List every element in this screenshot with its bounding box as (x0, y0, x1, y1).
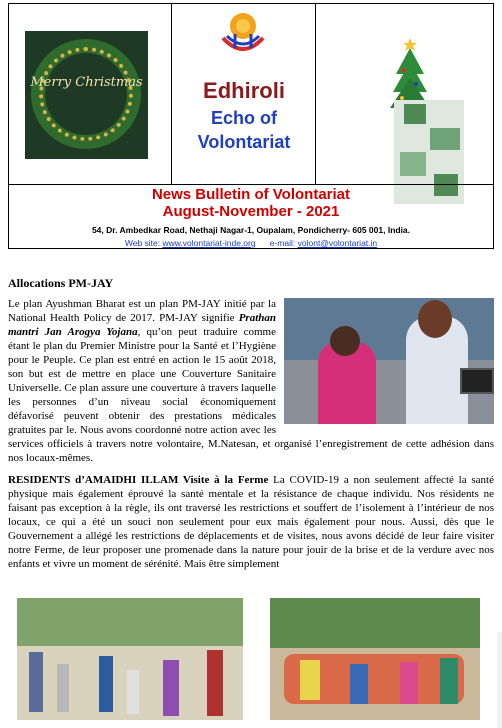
article-body (8, 297, 494, 571)
masthead-right-cell (316, 4, 493, 184)
blur-block (400, 152, 426, 176)
photo-person (300, 660, 320, 700)
blur-block (430, 128, 460, 150)
section-heading-pmjay: Allocations PM-JAY (8, 276, 114, 290)
photo-person (57, 664, 69, 712)
photo-person (29, 652, 43, 712)
photo-person (207, 650, 223, 716)
edhiroli-logo-icon (213, 12, 273, 60)
farm-visit-photo-right (270, 598, 480, 720)
pmjay-photo (284, 298, 494, 424)
address-line: 54, Dr. Ambedkar Road, Nethaji Nagar-1, Oupalam, Pondicherry- 605 001, India. (91, 225, 411, 235)
newsletter-subtitle-line2: Volontariat (197, 132, 291, 152)
bulletin-title: News Bulletin of Volontariat (151, 186, 351, 203)
email-link[interactable]: volont@volontariat.in (297, 238, 378, 248)
farm-visit-text: La COVID-19 a non seulement affecté la santé physique mais également éprouvé la santé mentale et la résistance de chaque individu. Nos résidents ne faisant pas exception à la règle, ils ont traversé les restrictions et souffert de l’isolement à l’intérieur de nos locaux, ce qui a été un souci non seulement pour eux mais également pour nous. Aussi, dès que le Gouvernement a allégé les restrictions de déplacements et de visites, nous avons décidé de leur faire visiter notre Ferme, de leur proposer une promenade dans la nature pour jouir de la brise et de la verdure avec nos enfants et vivre un moment de sérénité. Mais être simplement (8, 474, 494, 570)
photo-person (400, 662, 418, 704)
pmjay-emphasis: Prathan mantri Jan Arogya Yojana (8, 312, 276, 338)
christmas-wreath-image (25, 31, 148, 159)
wreath-lights (39, 47, 133, 141)
photo-person (163, 660, 179, 716)
photo-monitor (460, 368, 494, 394)
email-label: e-mail: (269, 238, 298, 248)
bulletin-banner (9, 184, 493, 220)
photo-trees (270, 598, 480, 648)
farm-visit-photo-left (17, 598, 243, 720)
paragraph-gap (8, 465, 494, 473)
pmjay-text-a: Le plan Ayushman Bharat est un plan PM-JAY initié par la National Health Policy de 2017. PM-JAY signifie (8, 298, 276, 324)
masthead-left-cell (9, 4, 172, 184)
newsletter-subtitle-line1: Echo of (211, 108, 277, 128)
masthead (8, 3, 494, 249)
newsletter-title: Edhiroli (203, 78, 285, 103)
photo-person (127, 670, 139, 714)
photo-trees (17, 598, 243, 646)
bulletin-period: August-November - 2021 (162, 203, 340, 220)
photo-person (99, 656, 113, 712)
photo-man-head (418, 300, 452, 338)
masthead-title-cell (172, 4, 316, 184)
blur-block (404, 104, 426, 124)
website-label: Web site: (124, 238, 163, 248)
photo-person (440, 658, 458, 704)
photo-person (350, 664, 368, 704)
contact-line (9, 238, 493, 248)
website-link[interactable]: www.volontariat-inde.org (162, 238, 256, 248)
side-scrollbar[interactable] (497, 632, 502, 728)
photo-woman-head (330, 326, 360, 356)
pmjay-text-b: , qu’on peut traduire comme étant le plan du Premier Ministre pour la Santé et l’Hygiène pour le Peuple. Ce plan est entré en action le 15 août 2018, son but est de mettre en place une Couverture Sanitaire Universelle. Ce plan assure une couverture à travers laquelle les personnes d’un niveau social économiquement défavorisé peuvent obtenir des prestations médicales gratuites par le. Nous avons coordonné notre action avec les services officiels à travers notre volontaire, M.Natesan, et organisé l’enregistrement de cette adhésion dans nos locaux-mêmes. (8, 326, 494, 464)
section-heading-farm-visit: RESIDENTS d’AMAIDHI ILLAM Visite à la Ferme (8, 474, 269, 486)
greeting-text: Merry Christmas (30, 75, 143, 90)
